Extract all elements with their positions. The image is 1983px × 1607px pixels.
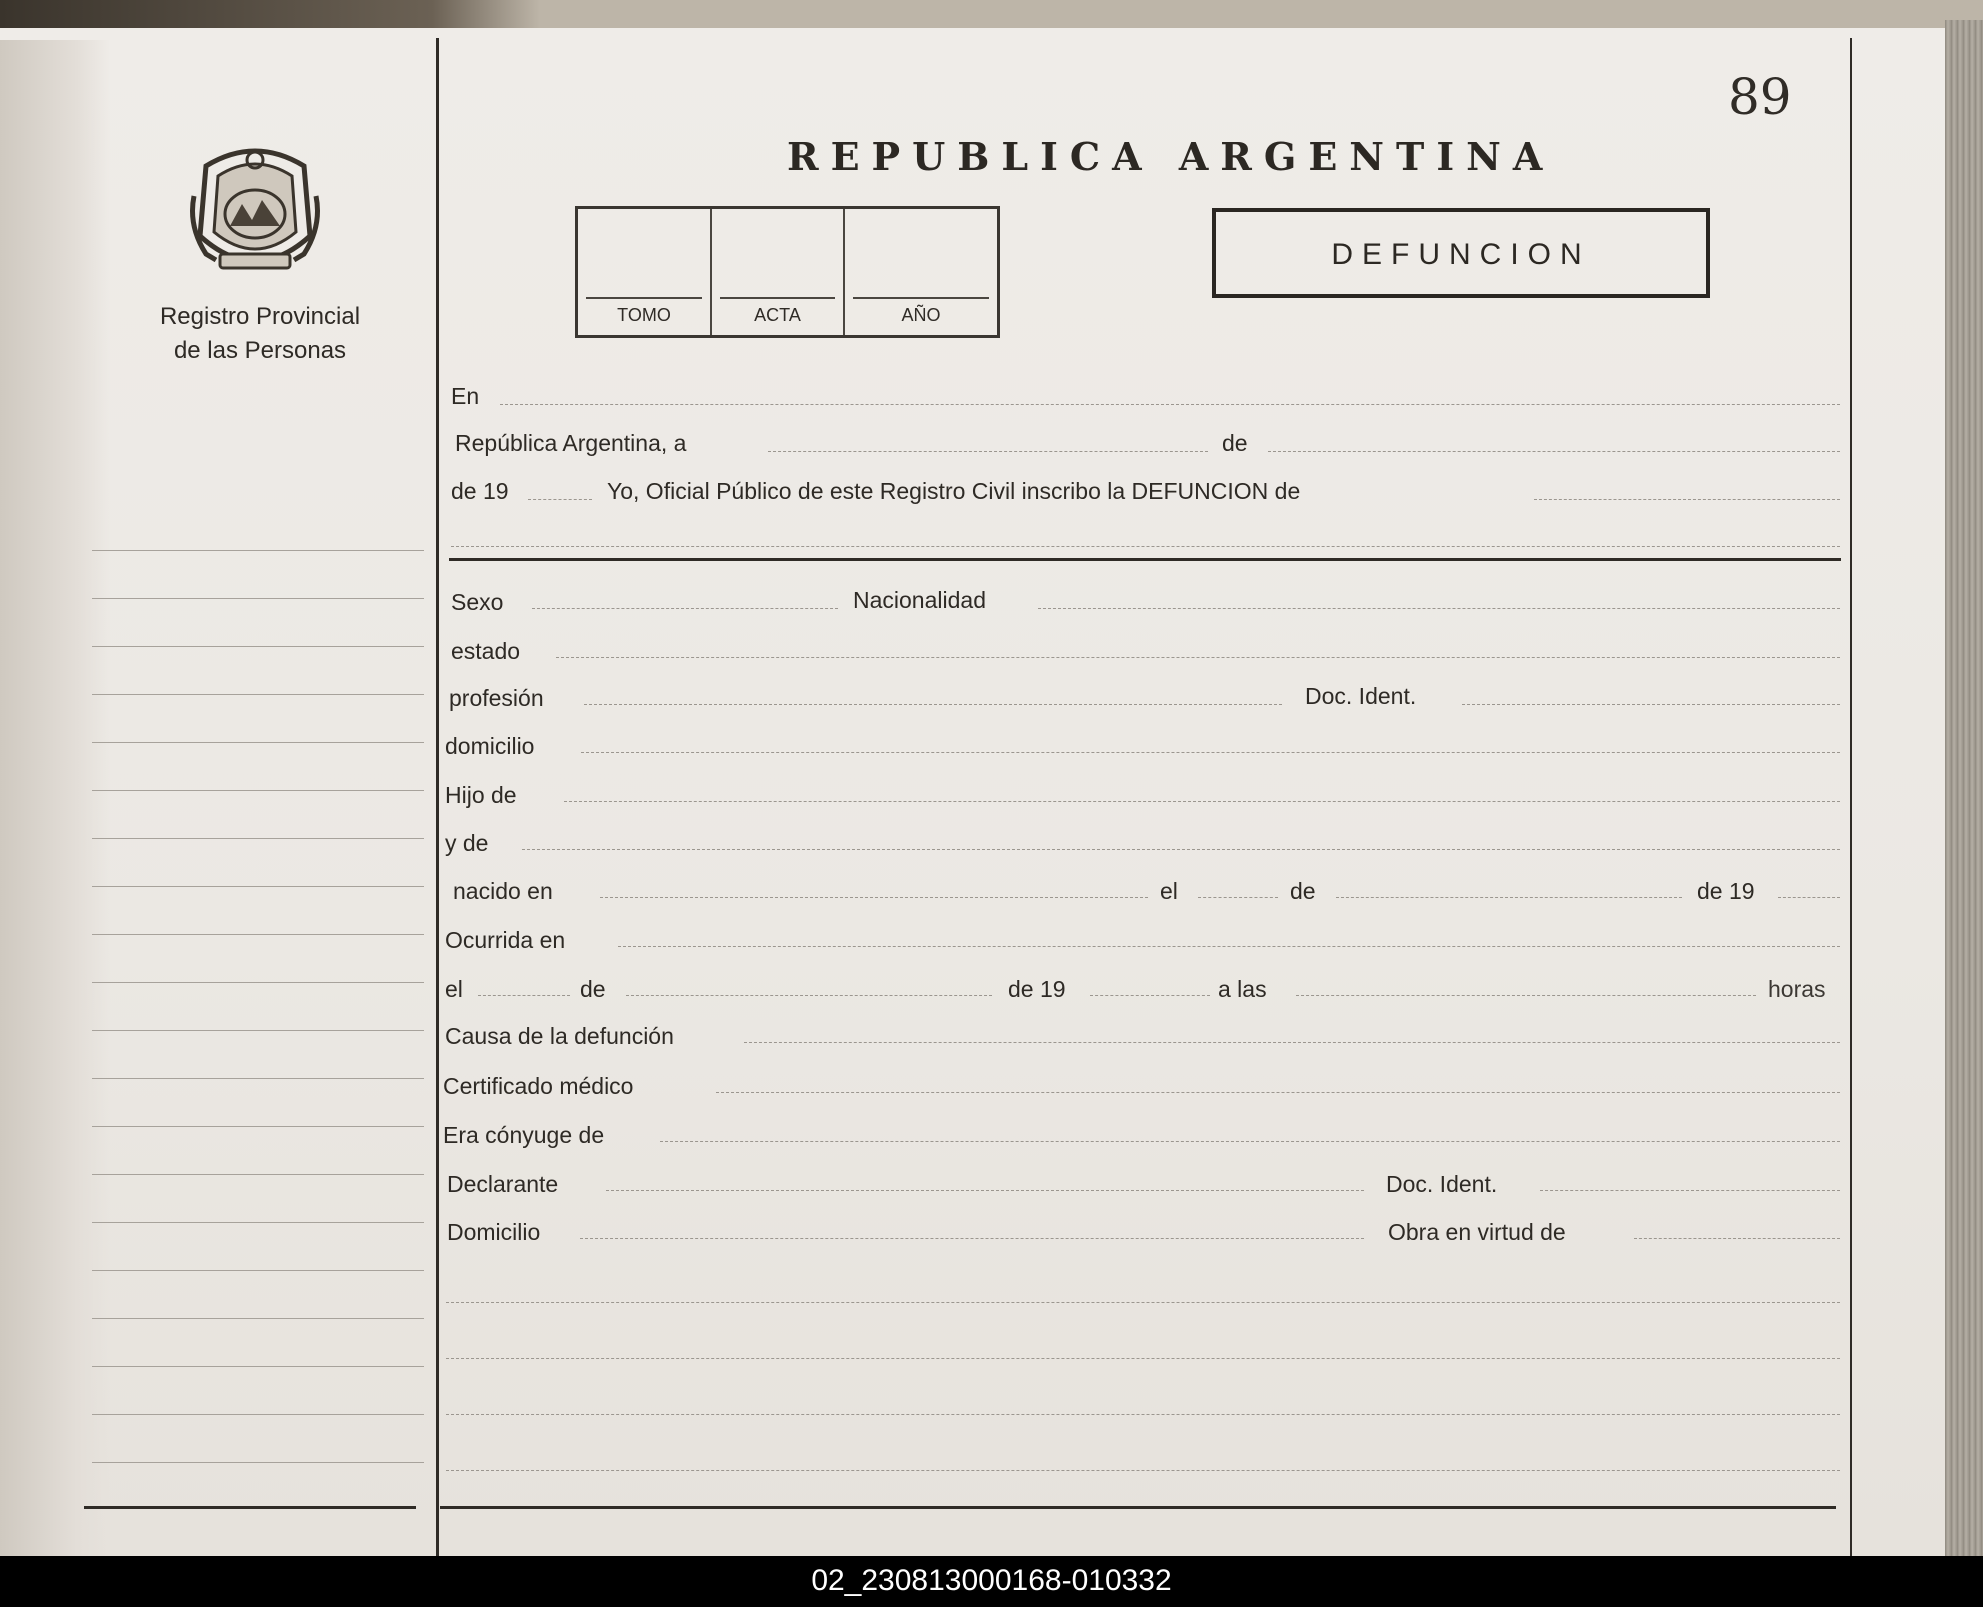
image-caption: 02_230813000168-010332 (811, 1564, 1172, 1597)
label-en: En (451, 383, 480, 409)
field-lugar-nacimiento-line[interactable] (600, 897, 1148, 898)
field-observaciones-line-4[interactable] (446, 1470, 1840, 1471)
label-de-19-def: de 19 (1008, 976, 1066, 1002)
field-mes-def-line[interactable] (626, 995, 992, 996)
label-a-las: a las (1218, 976, 1267, 1002)
document-title: REPUBLICA ARGENTINA (787, 134, 1555, 179)
field-dia-line[interactable] (768, 451, 1208, 452)
label-causa: Causa de la defunción (445, 1023, 674, 1049)
field-madre-line[interactable] (522, 849, 1840, 850)
label-de-def: de (580, 976, 606, 1002)
acta-label: ACTA (754, 305, 801, 325)
field-observaciones-line-3[interactable] (446, 1414, 1840, 1415)
page-gutter-shadow (0, 40, 110, 1556)
document-type-box (1212, 208, 1710, 298)
label-republica: República Argentina, a (455, 430, 687, 456)
field-anio-line[interactable] (528, 499, 592, 500)
field-observaciones-line-2[interactable] (446, 1358, 1840, 1359)
label-horas: horas (1768, 976, 1826, 1002)
field-anio-def-line[interactable] (1090, 995, 1210, 996)
section-divider (449, 558, 1841, 561)
label-doc-ident-1: Doc. Ident. (1305, 683, 1417, 709)
anio-cell (845, 209, 997, 335)
page-number: 89 (1728, 68, 1792, 126)
registry-name (120, 300, 400, 368)
bottom-rule (440, 1506, 1836, 1509)
label-el-def: el (445, 976, 463, 1002)
field-dia-def-line[interactable] (478, 995, 570, 996)
field-padre-line[interactable] (564, 801, 1840, 802)
label-de-mes: de (1222, 430, 1248, 456)
label-y-de: y de (445, 830, 489, 856)
label-profesion: profesión (449, 685, 544, 711)
label-domicilio-2: Domicilio (447, 1219, 541, 1245)
field-mes-nac-line[interactable] (1336, 897, 1682, 898)
label-yo-oficial: Yo, Oficial Público de este Registro Civil inscribo la DEFUNCION de (607, 478, 1301, 504)
label-declarante: Declarante (447, 1171, 559, 1197)
right-border-rule (1850, 38, 1852, 1556)
book-binding-shadow (0, 0, 540, 28)
field-mes-line[interactable] (1268, 451, 1840, 452)
label-el-nac: el (1160, 878, 1178, 904)
field-profesion-line[interactable] (584, 704, 1282, 705)
label-conyuge: Era cónyuge de (443, 1122, 605, 1148)
field-fallecido-line[interactable] (1534, 499, 1840, 500)
label-hijo-de: Hijo de (445, 782, 517, 808)
registry-name-line2: de las Personas (173, 337, 347, 364)
page-edges (1945, 20, 1983, 1556)
registry-name-line1: Registro Provincial (159, 303, 361, 330)
document-type-label: DEFUNCION (1331, 238, 1591, 271)
tomo-label: TOMO (617, 305, 671, 325)
acta-cell (712, 209, 843, 335)
registry-reference-box (575, 206, 1000, 338)
label-estado: estado (451, 638, 521, 664)
field-nacionalidad-line[interactable] (1038, 608, 1840, 609)
label-doc-ident-2: Doc. Ident. (1386, 1171, 1498, 1197)
anio-label: AÑO (901, 305, 941, 325)
field-fallecido-line-2[interactable] (451, 546, 1840, 547)
field-anio-nac-line[interactable] (1778, 897, 1840, 898)
label-ocurrida-en: Ocurrida en (445, 927, 566, 953)
label-certificado: Certificado médico (443, 1073, 634, 1099)
field-declarante-line[interactable] (606, 1190, 1364, 1191)
field-lugar-defuncion-line[interactable] (618, 946, 1840, 947)
field-certificado-line[interactable] (716, 1092, 1840, 1093)
coat-of-arms-icon (186, 136, 324, 282)
tomo-cell (578, 209, 710, 335)
field-estado-line[interactable] (556, 657, 1840, 658)
label-de-nac: de (1290, 878, 1316, 904)
field-obra-line[interactable] (1634, 1238, 1840, 1239)
label-obra: Obra en virtud de (1388, 1219, 1566, 1245)
label-nacionalidad: Nacionalidad (853, 587, 986, 613)
label-de-19-nac: de 19 (1697, 878, 1755, 904)
field-hora-line[interactable] (1296, 995, 1756, 996)
field-dia-nac-line[interactable] (1198, 897, 1278, 898)
label-domicilio-1: domicilio (445, 733, 535, 759)
field-domicilio-2-line[interactable] (580, 1238, 1364, 1239)
field-doc-ident-1-line[interactable] (1462, 704, 1840, 705)
field-doc-ident-2-line[interactable] (1540, 1190, 1840, 1191)
field-en-line[interactable] (500, 404, 1840, 405)
field-sexo-line[interactable] (532, 608, 838, 609)
field-domicilio-1-line[interactable] (581, 752, 1840, 753)
field-conyuge-line[interactable] (660, 1141, 1840, 1142)
margin-column-rule (436, 38, 439, 1556)
label-nacido-en: nacido en (453, 878, 553, 904)
label-de-19: de 19 (451, 478, 509, 504)
field-observaciones-line-1[interactable] (446, 1302, 1840, 1303)
image-caption-bar (0, 1556, 1983, 1607)
label-sexo: Sexo (451, 589, 504, 615)
field-causa-line[interactable] (744, 1042, 1840, 1043)
